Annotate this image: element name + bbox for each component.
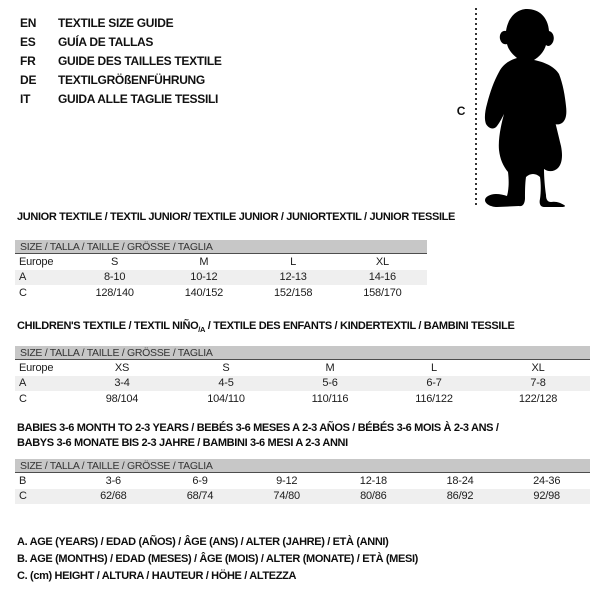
height-cell: 122/128 — [518, 392, 558, 405]
language-label: GUIDE DES TAILLES TEXTILE — [58, 53, 222, 68]
children-table-title — [17, 320, 514, 334]
language-row — [20, 89, 222, 108]
height-cell: 68/74 — [186, 490, 214, 503]
size-cell: XL — [531, 361, 545, 374]
language-label: GUIDA ALLE TAGLIE TESSILI — [58, 91, 219, 106]
size-cell: S — [111, 255, 119, 268]
language-row — [20, 70, 222, 89]
size-header-bar: SIZE / TALLA / TAILLE / GRÖSSE / TAGLIA — [15, 346, 590, 360]
age-cell: 6-9 — [192, 474, 208, 487]
table-row — [15, 270, 427, 286]
size-cell: XL — [375, 255, 389, 268]
height-cell: 98/104 — [105, 392, 139, 405]
age-cell: 9-12 — [276, 474, 298, 487]
language-label: TEXTILGRÖßENFÜHRUNG — [58, 72, 205, 87]
size-cell: S — [222, 361, 230, 374]
age-cell: 24-36 — [533, 474, 561, 487]
table-row — [15, 254, 427, 270]
legend-line-c: C. (cm) HEIGHT / ALTURA / HAUTEUR / HÖHE / ALTEZZA — [17, 570, 297, 583]
height-cell: 152/158 — [273, 286, 313, 299]
height-cell: 104/110 — [207, 392, 245, 405]
language-row — [20, 51, 222, 70]
table-row — [15, 285, 427, 301]
children-table-title-text: / TEXTILE DES ENFANTS / KINDERTEXTIL / BAMBINI TESSILE — [205, 320, 515, 332]
row-label: A — [19, 377, 27, 390]
babies-size-table — [15, 459, 590, 504]
children-table-title-subscript: /A — [198, 325, 206, 335]
age-cell: 10-12 — [190, 271, 218, 284]
height-cell: 80/86 — [360, 490, 387, 503]
height-cell: 62/68 — [100, 490, 127, 503]
age-cell: 12-13 — [279, 271, 307, 284]
children-table-title-text: CHILDREN'S TEXTILE / TEXTIL NIÑO — [17, 320, 199, 332]
table-row — [15, 360, 590, 376]
language-code: IT — [20, 91, 31, 106]
language-label: GUÍA DE TALLAS — [58, 34, 154, 49]
legend — [17, 534, 418, 586]
language-row — [20, 13, 222, 32]
age-cell: 12-18 — [359, 474, 387, 487]
size-cell: M — [325, 361, 335, 374]
height-cell: 92/98 — [533, 490, 560, 503]
age-cell: 3-6 — [105, 474, 121, 487]
age-cell: 18-24 — [446, 474, 474, 487]
height-cell: 128/140 — [95, 286, 134, 299]
height-cell: 140/152 — [184, 286, 224, 299]
legend-line-a: A. AGE (YEARS) / EDAD (AÑOS) / ÂGE (ANS) / ALTER (JAHRE) / ETÀ (ANNI) — [17, 536, 389, 548]
babies-table-title-line2: BABYS 3-6 MONATE BIS 2-3 JAHRE / BAMBINI 3-6 MESI A 2-3 ANNI — [17, 437, 348, 449]
junior-size-table — [15, 240, 427, 301]
age-cell: 14-16 — [368, 271, 396, 284]
table-row — [15, 489, 590, 505]
height-measure-label: C — [456, 104, 466, 118]
size-cell: XS — [114, 361, 130, 374]
age-cell: 6-7 — [426, 377, 442, 390]
height-measure-dashed-line — [475, 8, 477, 206]
language-code: DE — [20, 72, 37, 87]
table-row — [15, 376, 590, 392]
height-cell: 86/92 — [446, 490, 474, 503]
junior-table-title: JUNIOR TEXTILE / TEXTIL JUNIOR/ TEXTILE JUNIOR / JUNIORTEXTIL / JUNIOR TESSILE — [17, 211, 456, 223]
legend-line-b: B. AGE (MONTHS) / EDAD (MESES) / ÂGE (MOIS) / ALTER (MONATE) / ETÀ (MESI) — [17, 553, 418, 566]
age-cell: 7-8 — [530, 377, 546, 390]
language-code: EN — [20, 15, 37, 30]
row-label: C — [19, 392, 27, 405]
size-header-bar: SIZE / TALLA / TAILLE / GRÖSSE / TAGLIA — [15, 459, 590, 473]
table-row — [15, 391, 590, 407]
size-header-bar: SIZE / TALLA / TAILLE / GRÖSSE / TAGLIA — [15, 240, 427, 254]
age-cell: 8-10 — [104, 271, 126, 284]
babies-table-title-line1: BABIES 3-6 MONTH TO 2-3 YEARS / BEBÉS 3-6 MESES A 2-3 AÑOS / BÉBÉS 3-6 MOIS À 2-3 ANS / — [17, 422, 499, 434]
height-cell: 110/116 — [311, 392, 349, 405]
size-cell: L — [290, 255, 297, 268]
table-row — [15, 473, 590, 489]
age-cell: 4-5 — [218, 377, 234, 390]
age-cell: 3-4 — [114, 377, 130, 390]
language-code: ES — [20, 34, 36, 49]
row-label: A — [19, 271, 27, 284]
language-code: FR — [20, 53, 36, 68]
age-cell: 5-6 — [322, 377, 338, 390]
language-title-list — [20, 13, 222, 108]
language-row — [20, 32, 222, 51]
row-label: Europe — [19, 361, 54, 374]
height-cell: 116/122 — [415, 392, 453, 405]
children-size-table — [15, 346, 590, 407]
row-label: Europe — [19, 255, 54, 268]
row-label: B — [19, 474, 27, 487]
height-cell: 158/170 — [363, 286, 402, 299]
row-label: C — [19, 286, 27, 299]
baby-silhouette-image — [482, 6, 582, 208]
row-label: C — [19, 490, 27, 503]
language-label: TEXTILE SIZE GUIDE — [58, 15, 174, 30]
size-cell: M — [199, 255, 209, 268]
size-cell: L — [431, 361, 437, 374]
height-cell: 74/80 — [273, 490, 300, 503]
babies-table-title — [17, 421, 499, 451]
